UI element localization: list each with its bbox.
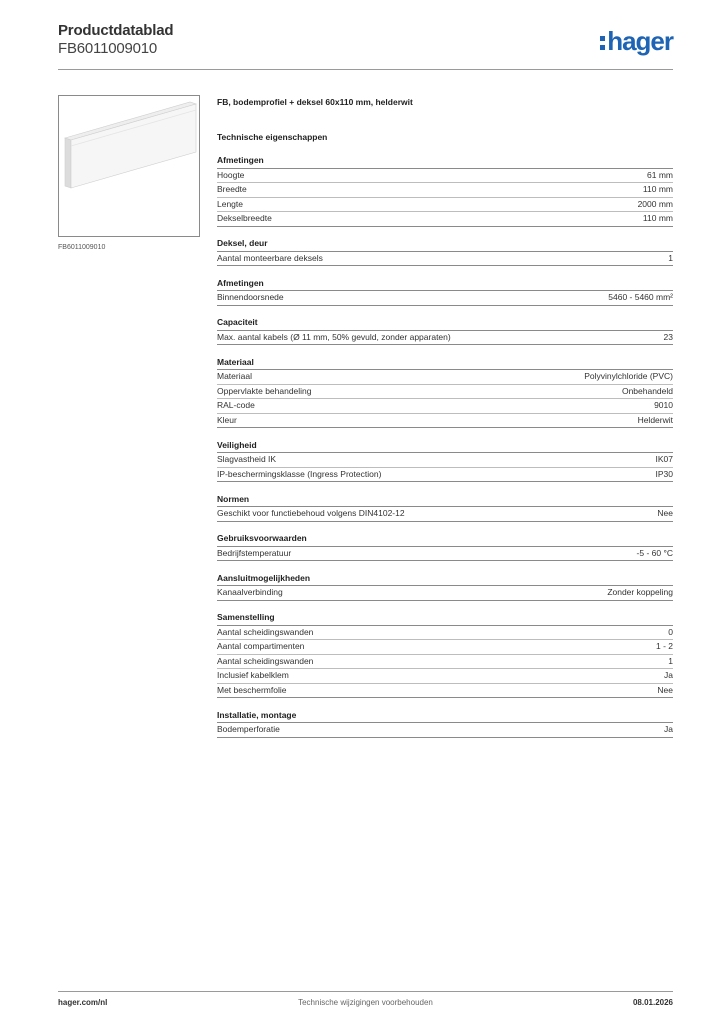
footer-disclaimer: Technische wijzigingen voorbehouden <box>298 998 433 1007</box>
property-value: 5460 - 5460 mm² <box>608 292 673 302</box>
page-footer <box>58 998 673 1010</box>
property-value: Nee <box>657 508 673 518</box>
property-value: 0 <box>668 626 673 637</box>
property-section <box>217 709 673 738</box>
property-row <box>217 684 673 699</box>
property-row <box>217 640 673 655</box>
property-label: Max. aantal kabels (Ø 11 mm, 50% gevuld, zonder apparaten) <box>217 331 451 342</box>
property-section <box>217 277 673 306</box>
image-caption: FB6011009010 <box>58 244 106 251</box>
property-label: Materiaal <box>217 371 252 381</box>
section-title: Gebruiksvoorwaarden <box>217 532 673 547</box>
section-title: Veiligheid <box>217 439 673 454</box>
property-value: Ja <box>664 724 673 734</box>
property-section <box>217 572 673 601</box>
section-title: Materiaal <box>217 356 673 371</box>
property-row <box>217 252 673 267</box>
property-row <box>217 331 673 346</box>
property-label: Met beschermfolie <box>217 684 287 695</box>
property-label: IP-beschermingsklasse (Ingress Protection) <box>217 468 382 479</box>
property-label: Breedte <box>217 184 247 194</box>
property-label: Kanaalverbinding <box>217 587 283 597</box>
property-value: 61 mm <box>647 169 673 180</box>
property-section <box>217 493 673 522</box>
cable-duct-image <box>59 96 199 236</box>
property-label: Hoogte <box>217 169 245 180</box>
property-row <box>217 453 673 468</box>
property-label: Aantal compartimenten <box>217 641 305 651</box>
property-row <box>217 183 673 198</box>
property-row <box>217 385 673 400</box>
property-value: 1 <box>668 655 673 666</box>
property-value: 9010 <box>654 400 673 410</box>
section-title: Aansluitmogelijkheden <box>217 572 673 587</box>
property-label: Lengte <box>217 198 243 209</box>
property-value: Zonder koppeling <box>607 587 673 597</box>
property-section <box>217 237 673 266</box>
property-row <box>217 212 673 227</box>
section-title: Samenstelling <box>217 611 673 626</box>
property-row <box>217 723 673 738</box>
property-row <box>217 468 673 483</box>
property-value: Ja <box>664 670 673 680</box>
property-section <box>217 439 673 483</box>
property-row <box>217 547 673 562</box>
property-value: Polyvinylchloride (PVC) <box>584 371 673 381</box>
property-row <box>217 399 673 414</box>
property-value: 2000 mm <box>637 198 673 209</box>
section-title: Installatie, montage <box>217 709 673 724</box>
property-row <box>217 198 673 213</box>
property-label: Geschikt voor functiebehoud volgens DIN4102-12 <box>217 508 405 518</box>
property-label: Aantal monteerbare deksels <box>217 252 323 263</box>
property-value: Nee <box>657 684 673 695</box>
property-row <box>217 626 673 641</box>
property-row <box>217 655 673 670</box>
datasheet-content <box>217 96 673 738</box>
property-row <box>217 586 673 601</box>
property-section <box>217 154 673 227</box>
property-value: IP30 <box>655 468 673 479</box>
property-section <box>217 611 673 698</box>
property-value: 110 mm <box>642 213 673 223</box>
section-title: Afmetingen <box>217 277 673 292</box>
property-sections <box>217 154 673 738</box>
property-label: Kleur <box>217 414 237 425</box>
property-value: 23 <box>663 331 673 342</box>
product-image <box>58 95 200 237</box>
footer-divider <box>58 991 673 992</box>
property-section <box>217 356 673 429</box>
property-value: 1 <box>668 252 673 263</box>
property-value: Helderwit <box>637 414 673 425</box>
property-label: Aantal scheidingswanden <box>217 655 314 666</box>
property-label: Binnendoorsnede <box>217 292 284 302</box>
property-row <box>217 669 673 684</box>
property-value: -5 - 60 °C <box>636 547 673 558</box>
logo-colon-icon <box>600 36 605 50</box>
property-label: Aantal scheidingswanden <box>217 626 314 637</box>
section-title: Capaciteit <box>217 316 673 331</box>
property-label: Oppervlakte behandeling <box>217 385 312 396</box>
property-row <box>217 169 673 184</box>
property-label: Bedrijfstemperatuur <box>217 547 292 558</box>
property-row <box>217 370 673 385</box>
property-label: RAL-code <box>217 400 255 410</box>
hager-logo[interactable] <box>600 26 673 56</box>
property-value: Onbehandeld <box>621 385 673 396</box>
technical-properties-title: Technische eigenschappen <box>217 132 328 142</box>
property-label: Dekselbreedte <box>217 213 272 223</box>
property-row <box>217 291 673 306</box>
property-value: 110 mm <box>642 184 673 194</box>
property-row <box>217 414 673 429</box>
product-description: FB, bodemprofiel + deksel 60x110 mm, helderwit <box>217 97 413 107</box>
property-section <box>217 532 673 561</box>
page-header <box>58 20 673 68</box>
footer-website[interactable]: hager.com/nl <box>58 998 108 1007</box>
section-title: Normen <box>217 493 673 508</box>
document-title: Productdatablad <box>58 22 174 39</box>
section-title: Deksel, deur <box>217 237 673 252</box>
logo-text: hager <box>607 26 673 56</box>
property-row <box>217 507 673 522</box>
property-value: IK07 <box>655 454 673 464</box>
property-value: 1 - 2 <box>655 641 673 651</box>
section-title: Afmetingen <box>217 154 673 169</box>
header-divider <box>58 69 673 70</box>
property-label: Slagvastheid IK <box>217 454 277 464</box>
property-label: Bodemperforatie <box>217 724 280 734</box>
property-section <box>217 316 673 345</box>
property-label: Inclusief kabelklem <box>217 670 289 680</box>
product-code: FB6011009010 <box>58 40 158 57</box>
footer-date: 08.01.2026 <box>632 998 673 1007</box>
